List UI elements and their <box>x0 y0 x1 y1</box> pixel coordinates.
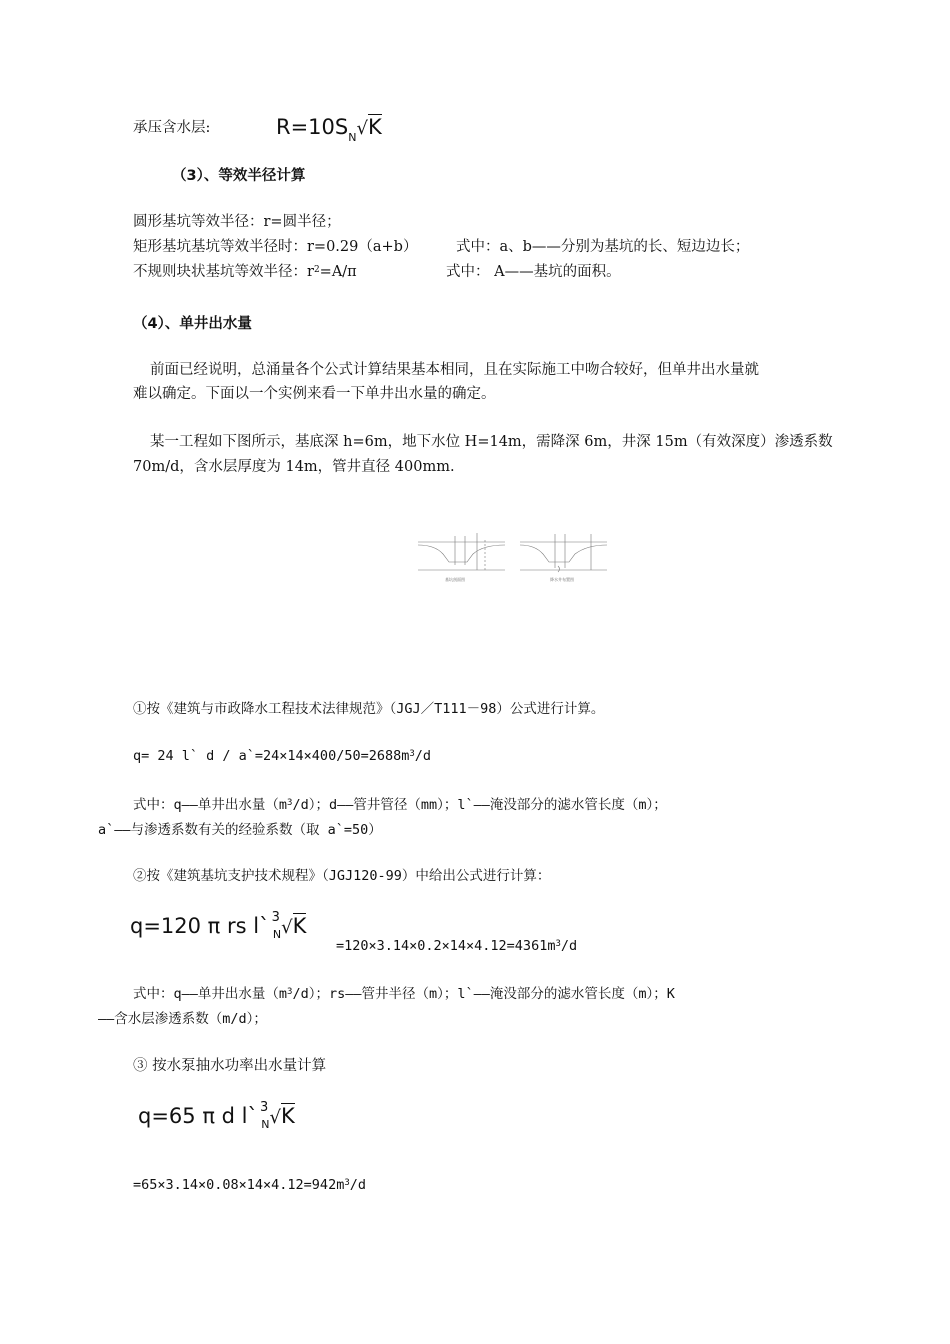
m2-lhs: q=120 π rs l` <box>130 914 270 938</box>
method1-note-line2: a`——与渗透系数有关的经验系数（取 a`=50） <box>98 822 382 838</box>
radius-formula: $R=10S_N√K$ <box>276 115 382 144</box>
right-caption: 降水井布置图 <box>550 577 574 582</box>
para2-line1: 某一工程如下图所示，基底深 h=6m，地下水位 H=14m，需降深 6m，井深 15m（有效深度）渗透系数 <box>150 434 833 450</box>
m2-root: 3 <box>271 910 280 925</box>
formula-n: N <box>348 131 357 144</box>
method3-result: $=65\times 3.14\times 0.08\times 14\times 4.12=942m^3/d$ <box>133 1177 367 1193</box>
formula-s: S <box>334 115 349 139</box>
irregular-radius-note: 式中： A——基坑的面积。 <box>446 264 621 280</box>
rectangular-radius-line: 矩形基坑基坑等效半径时：r=0.29（a+b） <box>133 239 418 255</box>
para2-line2: 70m/d，含水层厚度为 14m，管井直径 400mm. <box>133 459 455 475</box>
m3-root: 3 <box>259 1100 269 1115</box>
method3-title: ③ 按水泵抽水功率出水量计算 <box>133 1058 327 1074</box>
para1-line2: 难以确定。下面以一个实例来看一下单井出水量的确定。 <box>133 386 496 402</box>
method1-formula: q= 24 l` $d / a`=24\times 14\times 400/50=2688m^3/d$ <box>133 748 432 764</box>
rectangular-radius-note: 式中：a、b——分别为基坑的长、短边边长； <box>456 239 750 255</box>
irregular-radius-line: 不规则块状基坑等效半径：$r^2=A/\pi$ <box>133 264 357 280</box>
method2-title: ②按《建筑基坑支护技术规程》（JGJ120-99）中给出公式进行计算： <box>133 868 551 884</box>
method2-note-line1: 式中：q——单井出水量$(m^3/d)$；rs——管井半径（m）；l`——淹没部分的滤水管长度（m）；K <box>133 986 675 1002</box>
m3-n: N <box>261 1118 270 1131</box>
formula-k: K <box>367 115 382 139</box>
m2-k: K <box>292 914 307 938</box>
para1-line1: 前面已经说明，总涌量各个公式计算结果基本相同，且在实际施工中吻合较好，但单井出水量就 <box>150 362 759 378</box>
method1-title: ①按《建筑与市政降水工程技术法律规范》（JGJ／T111－98）公式进行计算。 <box>133 701 605 717</box>
confined-aquifer-label: 承压含水层: <box>133 120 211 136</box>
m3-lhs: q=65 π d l` <box>138 1104 258 1128</box>
method2-result: $=120\times 3.14\times 0.2\times 14\times 4.12=4361m^3/d$ <box>336 938 578 954</box>
m3-k: K <box>280 1104 295 1128</box>
method3-formula: q=65 π d l` $^3_N$√K <box>138 1100 295 1131</box>
left-caption: 基坑剖面图 <box>445 577 465 582</box>
section3-heading: （3）、等效半径计算 <box>172 168 306 184</box>
section4-heading: （4）、单井出水量 <box>133 316 252 332</box>
well-section-figure <box>415 530 610 585</box>
method1-note-line1: 式中：q——单井出水量$(m^3/d)$；d——管井管径（mm）；l`——淹没部分的滤水管长度（m）； <box>133 797 667 813</box>
formula-lhs: R=10 <box>276 115 335 139</box>
method2-formula: q=120 π rs l` $^3_N$√K <box>130 910 307 941</box>
circular-radius-line: 圆形基坑等效半径：r=圆半径； <box>133 214 341 230</box>
method2-note-line2: ——含水层渗透系数（m/d）； <box>98 1011 267 1027</box>
m2-n: N <box>272 928 282 941</box>
left-section-sketch <box>418 533 505 570</box>
right-section-sketch <box>520 534 607 572</box>
